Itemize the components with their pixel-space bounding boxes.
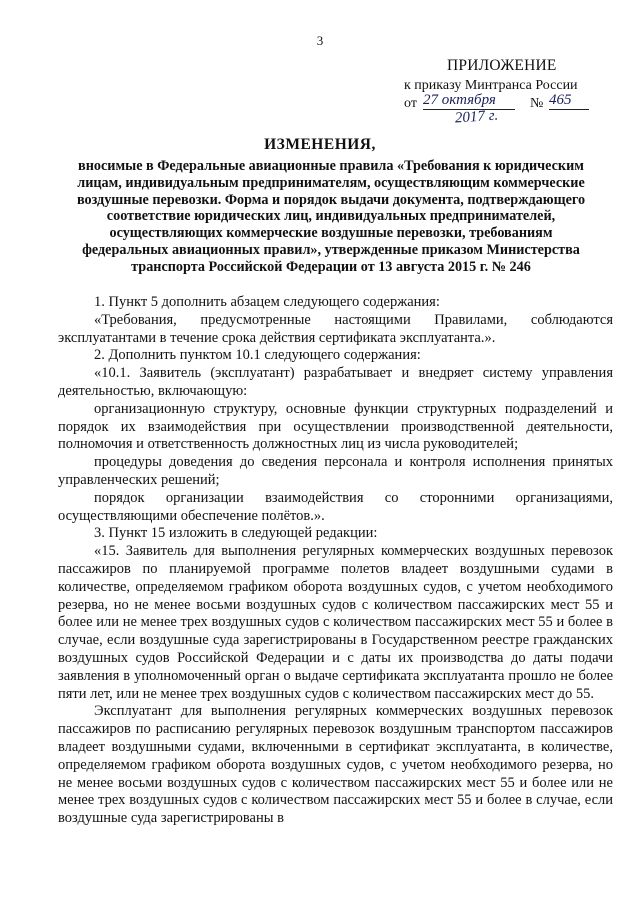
paragraph: порядок организации взаимодействия со сторонними организациями, осуществляющими обеспечение полётов.».	[58, 489, 613, 524]
number-prefix: №	[530, 96, 544, 111]
document-body	[58, 294, 613, 828]
paragraph: «10.1. Заявитель (эксплуатант) разрабатывает и внедряет систему управления деятельностью, включающую:	[58, 365, 613, 399]
paragraph: организационную структуру, основные функции структурных подразделений и порядок их взаимодействия при осуществлении производственной деятельности, полномочия и ответственность должностных лиц из числа руководителей;	[58, 400, 613, 453]
document-subtitle: вносимые в Федеральные авиационные правила «Требования к юридическим лицам, индивидуальным предпринимателям, осуществляющим коммерческие воздушные перевозки. Форма и порядок выдачи документа, подтверждающего соответствие юридических лиц, индивидуальных предпринимателей, осуществляющих коммерческие воздушные перевозки, требованиям федеральных авиационных правил», утвержденные приказом Министерства транспорта Российской Федерации от 13 августа 2015 г. № 246	[76, 158, 586, 275]
paragraph: «15. Заявитель для выполнения регулярных коммерческих воздушных перевозок пассажиров по планируемой программе полетов владеет воздушными судами в количестве, определяемом графиком оборота воздушных судов, с учетом необходимого резерва, но не менее восьми воздушных судов с количеством пассажирских мест 55 и более или не менее трех воздушных судов с количеством пассажирских мест 55 и более в случае, если воздушные суда зарегистрированы в Государственном реестре гражданских воздушных судов Российской Федерации и с даты их производства до даты подачи заявления в уполномоченный орган о выдаче сертификата эксплуатанта прошло не более пяти лет, или не менее трех воздушных судов с количеством пассажирских мест до 55.	[58, 543, 613, 702]
paragraph: 1. Пункт 5 дополнить абзацем следующего содержания:	[94, 294, 440, 310]
appendix-heading: ПРИЛОЖЕНИЕ	[447, 57, 557, 74]
paragraph: 2. Дополнить пунктом 10.1 следующего содержания:	[94, 347, 421, 364]
handwritten-date: 27 октября	[423, 92, 515, 110]
handwritten-number: 465	[549, 92, 589, 110]
paragraph: процедуры доведения до сведения персонала и контроля исполнения принятых управленческих решений;	[58, 454, 613, 488]
paragraph: 3. Пункт 15 изложить в следующей редакции:	[94, 525, 378, 542]
appendix-date-number-line	[404, 92, 604, 116]
page-number: 3	[316, 33, 324, 48]
handwritten-year: 2017 г.	[454, 107, 499, 127]
paragraph: Эксплуатант для выполнения регулярных коммерческих воздушных перевозок пассажиров по расписанию регулярных перевозок воздушным транспортом пассажиров владеет воздушными судами, включенными в сертификат эксплуатанта, в количестве, определяемом графиком оборота воздушных судов, с учетом необходимого резерва, но не менее восьми воздушных судов с количеством пассажирских мест 55 и более или не менее трех воздушных судов с количеством пассажирских мест 55 и более в случае, если воздушные суда зарегистрированы в	[58, 703, 613, 827]
document-title: ИЗМЕНЕНИЯ,	[264, 136, 376, 153]
paragraph: «Требования, предусмотренные настоящими Правилами, соблюдаются эксплуатантами в течение срока действия сертификата эксплуатанта.».	[58, 311, 613, 346]
appendix-order-line: к приказу Минтранса России	[404, 78, 578, 93]
date-prefix: от	[404, 96, 417, 111]
